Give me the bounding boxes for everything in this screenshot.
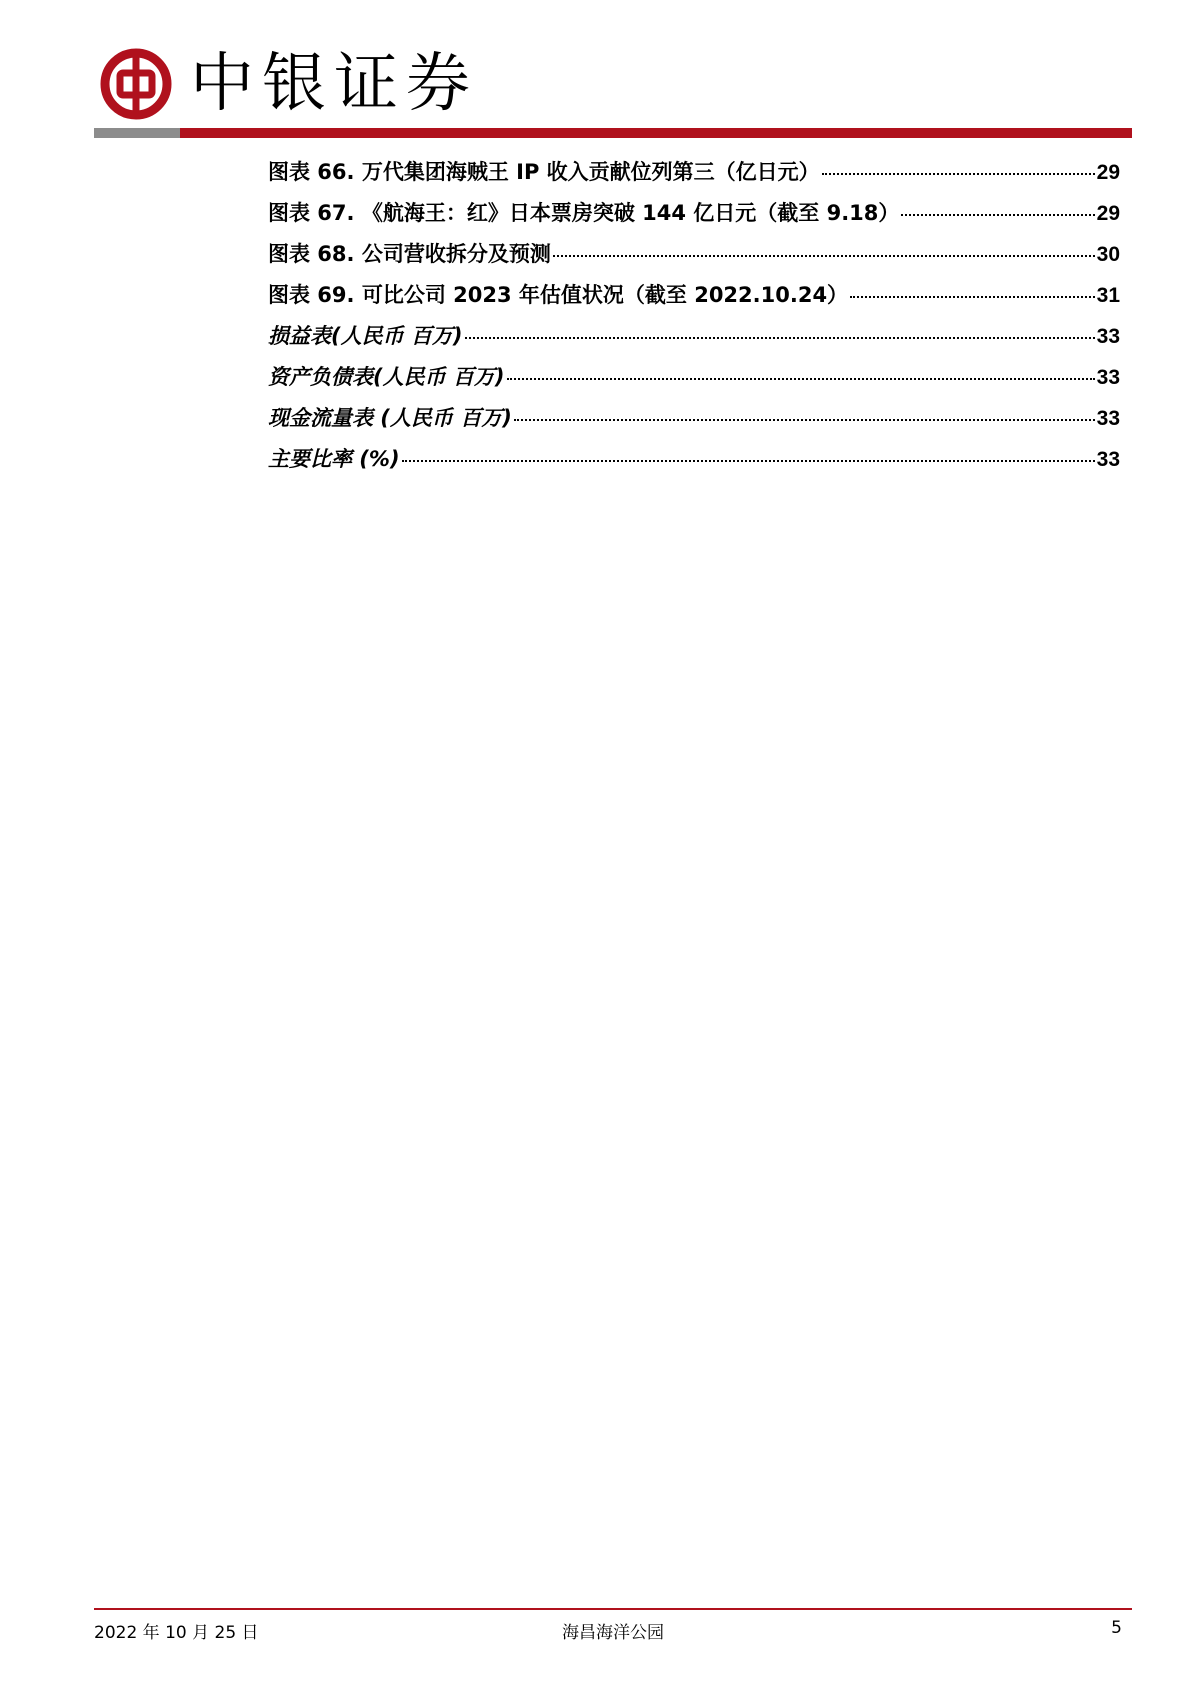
toc-entry[interactable] [268,279,1120,320]
toc-entry-title: 现金流量表 (人民币 百万) [268,406,512,430]
toc-entry[interactable] [268,443,1120,484]
toc-entry[interactable] [268,320,1120,361]
company-name: 海昌海洋公园 [562,1623,664,1643]
toc-entry-page: 33 [1096,448,1120,471]
toc-leader-dots [507,378,1095,380]
toc-entry-title: 主要比率 (%) [268,447,400,471]
footer-rule [94,1608,1132,1610]
toc-entry-page: 33 [1096,325,1120,348]
toc-entry-page: 31 [1096,284,1120,307]
toc-entry[interactable] [268,238,1120,279]
page-header [0,0,1190,140]
page-number: 5 [1111,1618,1122,1638]
toc-entry-page: 33 [1096,407,1120,430]
toc-entry-page: 33 [1096,366,1120,389]
toc-leader-dots [514,419,1095,421]
toc-entry-title: 图表 67. 《航海王：红》日本票房突破 144 亿日元（截至 9.18） [268,201,900,225]
toc-entry-title: 图表 69. 可比公司 2023 年估值状况（截至 2022.10.24） [268,283,849,307]
header-rule-red [180,128,1132,138]
toc-leader-dots [822,173,1095,175]
toc-entry[interactable] [268,361,1120,402]
header-rule-gray [94,128,180,138]
toc-entry[interactable] [268,156,1120,197]
toc-entry[interactable] [268,402,1120,443]
bank-of-china-logo-icon [100,48,172,120]
toc-entry-page: 29 [1096,161,1120,184]
report-date: 2022 年 10 月 25 日 [94,1623,259,1643]
toc-leader-dots [553,255,1095,257]
toc-entry-title: 资产负债表(人民币 百万) [268,365,505,389]
toc-leader-dots [850,296,1095,298]
toc-entry-title: 图表 68. 公司营收拆分及预测 [268,242,551,266]
toc-entry-page: 29 [1096,202,1120,225]
toc-leader-dots [901,214,1094,216]
toc-leader-dots [465,337,1095,339]
brand-name: 中银证券 [190,47,478,121]
page-footer [94,1618,1132,1644]
toc-leader-dots [402,460,1095,462]
toc-entry-page: 30 [1096,243,1120,266]
toc-entry-title: 损益表(人民币 百万) [268,324,463,348]
table-of-figures [268,156,1120,484]
toc-entry-title: 图表 66. 万代集团海贼王 IP 收入贡献位列第三（亿日元） [268,160,820,184]
toc-entry[interactable] [268,197,1120,238]
